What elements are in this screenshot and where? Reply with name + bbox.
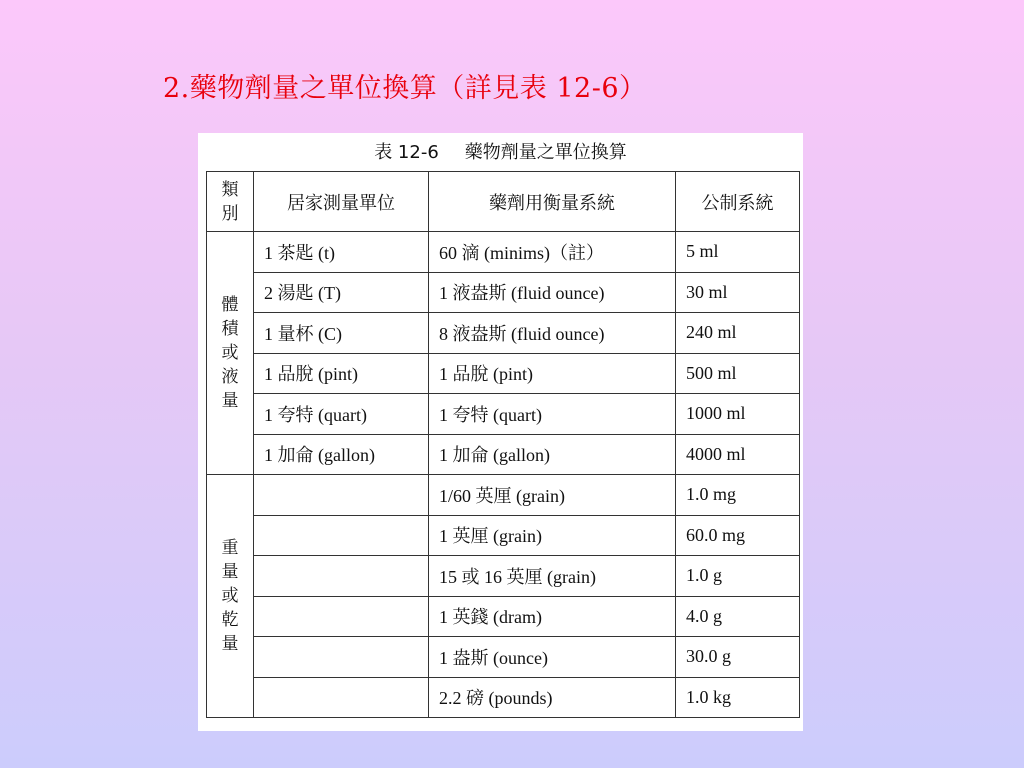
table-row [207, 353, 800, 394]
household-cell: 1 量杯 (C) [254, 313, 429, 354]
table-caption-number: 表 12-6 [374, 142, 439, 163]
table-row [207, 313, 800, 354]
apothecary-cell: 15 或 16 英厘 (grain) [429, 556, 676, 597]
conversion-table-panel [198, 133, 803, 731]
table-row [207, 232, 800, 273]
apothecary-cell: 8 液盎斯 (fluid ounce) [429, 313, 676, 354]
header-category: 類別 [207, 172, 254, 232]
household-cell [254, 556, 429, 597]
apothecary-cell: 1 英錢 (dram) [429, 596, 676, 637]
apothecary-cell: 1 品脫 (pint) [429, 353, 676, 394]
household-cell: 1 品脫 (pint) [254, 353, 429, 394]
apothecary-cell: 1 加侖 (gallon) [429, 434, 676, 475]
metric-cell: 4000 ml [676, 434, 800, 475]
slide-title: 2.藥物劑量之單位換算（詳見表 12-6） [163, 73, 647, 104]
apothecary-cell: 60 滴 (minims)（註） [429, 232, 676, 273]
table-row [207, 434, 800, 475]
household-cell: 1 夸特 (quart) [254, 394, 429, 435]
metric-cell: 60.0 mg [676, 515, 800, 556]
header-household: 居家測量單位 [254, 172, 429, 232]
apothecary-cell: 2.2 磅 (pounds) [429, 677, 676, 718]
table-row [207, 394, 800, 435]
table-header-row [207, 172, 800, 232]
metric-cell: 500 ml [676, 353, 800, 394]
household-cell [254, 677, 429, 718]
table-row [207, 677, 800, 718]
table-caption [198, 133, 803, 169]
conversion-table [206, 171, 800, 718]
apothecary-cell: 1 英厘 (grain) [429, 515, 676, 556]
household-cell: 1 加侖 (gallon) [254, 434, 429, 475]
table-row [207, 596, 800, 637]
metric-cell: 1.0 mg [676, 475, 800, 516]
household-cell [254, 475, 429, 516]
table-row [207, 475, 800, 516]
table-row [207, 637, 800, 678]
household-cell [254, 596, 429, 637]
table-row [207, 272, 800, 313]
category-label: 重量或乾量 [221, 538, 239, 653]
metric-cell: 1000 ml [676, 394, 800, 435]
household-cell: 2 湯匙 (T) [254, 272, 429, 313]
metric-cell: 5 ml [676, 232, 800, 273]
apothecary-cell: 1/60 英厘 (grain) [429, 475, 676, 516]
household-cell [254, 637, 429, 678]
household-cell: 1 茶匙 (t) [254, 232, 429, 273]
header-metric: 公制系統 [676, 172, 800, 232]
metric-cell: 1.0 g [676, 556, 800, 597]
metric-cell: 1.0 kg [676, 677, 800, 718]
category-cell [207, 475, 254, 718]
household-cell [254, 515, 429, 556]
table-row [207, 556, 800, 597]
metric-cell: 30.0 g [676, 637, 800, 678]
apothecary-cell: 1 夸特 (quart) [429, 394, 676, 435]
metric-cell: 240 ml [676, 313, 800, 354]
metric-cell: 30 ml [676, 272, 800, 313]
category-label: 體積或液量 [221, 295, 239, 410]
apothecary-cell: 1 盎斯 (ounce) [429, 637, 676, 678]
table-row [207, 515, 800, 556]
category-cell [207, 232, 254, 475]
header-apothecary: 藥劑用衡量系統 [429, 172, 676, 232]
metric-cell: 4.0 g [676, 596, 800, 637]
table-caption-text: 藥物劑量之單位換算 [464, 142, 627, 163]
apothecary-cell: 1 液盎斯 (fluid ounce) [429, 272, 676, 313]
